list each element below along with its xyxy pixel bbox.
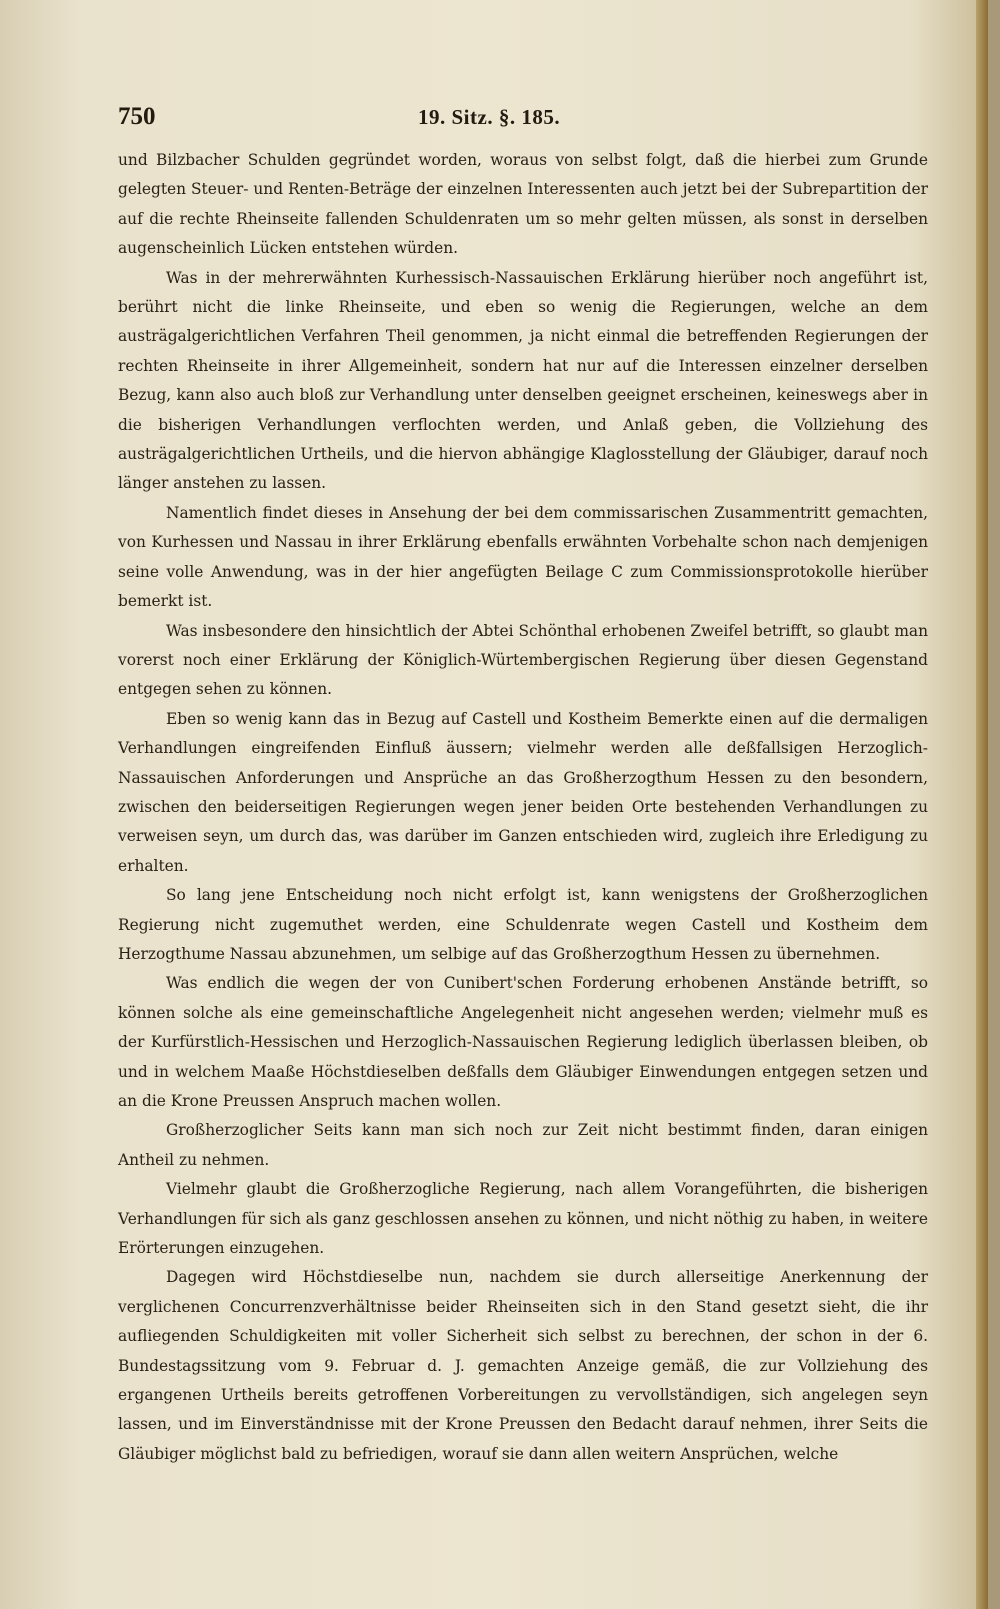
page-edge [976,0,988,1609]
paragraph: Vielmehr glaubt die Großherzogliche Regierung, nach allem Vorangeführten, die bisherigen Verhandlungen für sich als ganz geschlossen ansehen zu können, und nicht nöthig zu haben, in weitere Erörterungen einzugehen. [118,1180,928,1258]
page-number: 750 [118,103,156,130]
paragraph: und Bilzbacher Schulden gegründet worden, woraus von selbst folgt, daß die hierbei zum Grunde gelegten Steuer- und Renten-Beträge der einzelnen Interessenten auch jetzt bei der Subrepartition der auf die rechte Rheinseite fallenden Schuldenraten um so mehr gelten müssen, als sonst in derselben augenscheinlich Lücken entstehen würden. [118,151,928,258]
body-text [118,146,928,1469]
page-header [118,101,874,135]
paragraph: Was endlich die wegen der von Cunibert'schen Forderung erhobenen Anstände betrifft, so können solche als eine gemeinschaftliche Angelegenheit nicht angesehen werden; vielmehr muß es der Kurfürstlich-Hessischen und Herzoglich-Nassauischen Regierung lediglich überlassen bleiben, ob und in welchem Maaße Höchstdieselben deßfalls dem Gläubiger Einwendungen entgegen setzen und an die Krone Preussen Anspruch machen wollen. [118,974,928,1110]
paragraph: Dagegen wird Höchstdieselbe nun, nachdem sie durch allerseitige Anerkennung der verglichenen Concurrenzverhältnisse beider Rheinseiten sich in den Stand gesetzt sieht, die ihr aufliegenden Schuldigkeiten mit voller Sicherheit sich selbst zu berechnen, der schon in der 6. Bundestagssitzung vom 9. Februar d. J. gemachten Anzeige gemäß, die zur Vollziehung des ergangenen Urtheils bereits getroffenen Vorbereitungen zu vervollständigen, sich angelegen seyn lassen, und im Einverständnisse mit der Krone Preussen den Bedacht darauf nehmen, ihrer Seits die Gläubiger möglichst bald zu befriedigen, worauf sie dann allen weitern Ansprüchen, welche [118,1268,928,1463]
paragraph: Namentlich findet dieses in Ansehung der bei dem commissarischen Zusammentritt gemachten, von Kurhessen und Nassau in ihrer Erklärung ebenfalls erwähnten Vorbehalte schon nach demjenigen seine volle Anwendung, was in der hier angefügten Beilage C zum Commissionsprotokolle hierüber bemerkt ist. [118,503,928,611]
paragraph: Eben so wenig kann das in Bezug auf Castell und Kostheim Bemerkte einen auf die dermaligen Verhandlungen eingreifenden Einfluß äussern; vielmehr werden alle deßfallsigen Herzoglich-Nassauischen Anforderungen und Ansprüche an das Großherzogthum Hessen zu den besondern, zwischen den beiderseitigen Regierungen wegen jener beiden Orte bestehenden Verhandlungen zu verweisen seyn, um durch das, was darüber im Ganzen entschieden wird, zugleich ihre Erledigung zu erhalten. [118,709,928,875]
paragraph: So lang jene Entscheidung noch nicht erfolgt ist, kann wenigstens der Großherzoglichen Regierung nicht zugemuthet werden, eine Schuldenrate wegen Castell und Kostheim dem Herzogthume Nassau abzunehmen, um selbige auf das Großherzogthum Hessen zu übernehmen. [118,886,928,963]
paragraph: Großherzoglicher Seits kann man sich noch zur Zeit nicht bestimmt finden, daran einigen Antheil zu nehmen. [118,1121,928,1169]
running-head: 19. Sitz. §. 185. [418,105,561,129]
paragraph: Was in der mehrerwähnten Kurhessisch-Nassauischen Erklärung hierüber noch angeführt ist, berührt nicht die linke Rheinseite, und eben so wenig die Regierungen, welche an dem austrägalgerichtlichen Verfahren Theil genommen, ja nicht einmal die betreffenden Regierungen der rechten Rheinseite in ihrer Allgemeinheit, sondern hat nur auf die Interessen einzelner derselben Bezug, kann also auch bloß zur Verhandlung unter denselben geeignet erscheinen, keineswegs aber in die bisherigen Verhandlungen verflochten werden, und Anlaß geben, die Vollziehung des austrägalgerichtlichen Urtheils, und die hiervon abhängige Klaglosstellung der Gläubiger, darauf noch länger anstehen zu lassen. [118,268,928,493]
paragraph: Was insbesondere den hinsichtlich der Abtei Schönthal erhobenen Zweifel betrifft, so glaubt man vorerst noch einer Erklärung der Königlich-Würtembergischen Regierung über diesen Gegenstand entgegen sehen zu können. [118,621,928,699]
